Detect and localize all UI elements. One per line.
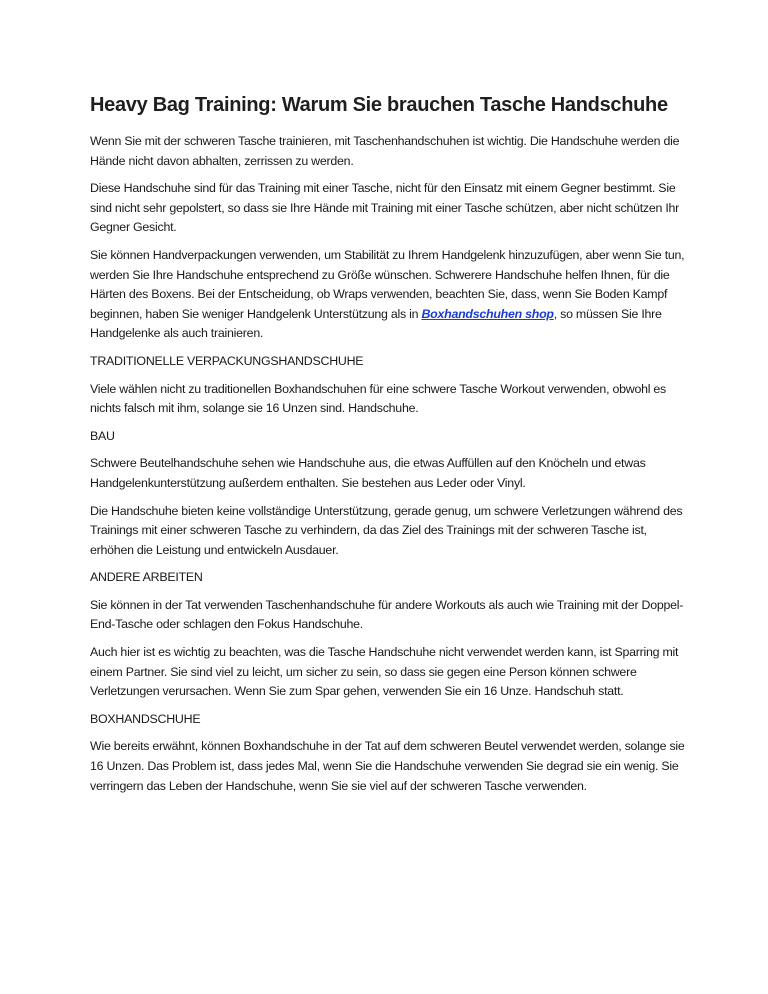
paragraph-support: Die Handschuhe bieten keine vollständige Unterstützung, gerade genug, um schwere Verletzungen während des Trainings mit einer schweren Tasche zu verhindern, da das Ziel des Trainings mit der schweren Tasche ist, erhöhen die Leistung und entwickeln Ausdauer. bbox=[90, 503, 683, 557]
boxhandschuhen-shop-link[interactable]: Boxhandschuhen shop bbox=[421, 306, 554, 321]
section-heading-boxing-gloves: BOXHANDSCHUHE bbox=[90, 711, 201, 726]
paragraph-construction: Schwere Beutelhandschuhe sehen wie Handschuhe aus, die etwas Auffüllen auf den Knöcheln und etwas Handgelenkunterstützung außerdem enthalten. Sie bestehen aus Leder oder Vinyl. bbox=[90, 456, 646, 490]
paragraph-hand-wraps-text-start: Sie können Handverpackungen verwenden, um Stabilität zu Ihrem Handgelenk hinzuzufügen, aber wenn Sie tun, werden Sie Ihre Handschuhe entsprechend zu Größe wünschen. Schwerere Handschuhe helfen Ihnen, für die Härten des Boxens. Bei der Entscheidung, ob Wraps verwenden, beachten Sie, dass, wenn Sie Boden Kampf beginnen, haben Sie weniger Handgelenk Unterstützung als in bbox=[90, 247, 685, 321]
paragraph-other-workouts: Sie können in der Tat verwenden Taschenhandschuhe für andere Workouts als auch wie Training mit der Doppel-End-Tasche oder schlagen den Fokus Handschuhe. bbox=[90, 597, 684, 632]
paragraph-purpose: Diese Handschuhe sind für das Training mit einer Tasche, nicht für den Einsatz mit einem Gegner bestimmt. Sie sind nicht sehr gepolstert, so dass sie Ihre Hände mit Training mit einer Tasche schützen, aber nicht schützen Ihr Gegner Gesicht. bbox=[90, 181, 680, 235]
document-body bbox=[90, 92, 688, 804]
paragraph-hand-wraps-text-end: , so müssen Sie Ihre Handgelenke als auch trainieren. bbox=[90, 306, 662, 341]
paragraph-boxing-gloves: Wie bereits erwähnt, können Boxhandschuhe in der Tat auf dem schweren Beutel verwendet werden, solange sie 16 Unzen. Das Problem ist, dass jedes Mal, wenn Sie die Handschuhe verwenden Sie degrad sie ein wenig. Sie verringern das Leben der Handschuhe, wenn Sie sie viel auf der schweren Tasche verwenden. bbox=[90, 739, 685, 793]
paragraph-intro: Wenn Sie mit der schweren Tasche trainieren, mit Taschenhandschuhen ist wichtig. Die Handschuhe werden die Hände nicht davon abhalten, zerrissen zu werden. bbox=[90, 134, 680, 168]
section-heading-other-work: ANDERE ARBEITEN bbox=[90, 570, 203, 585]
section-heading-traditional: TRADITIONELLE VERPACKUNGSHANDSCHUHE bbox=[90, 353, 364, 368]
document-title: Heavy Bag Training: Warum Sie brauchen Tasche Handschuhe bbox=[90, 94, 668, 116]
section-heading-bau: BAU bbox=[90, 428, 115, 443]
paragraph-sparring: Auch hier ist es wichtig zu beachten, was die Tasche Handschuhe nicht verwendet werden kann, ist Sparring mit einem Partner. Sie sind viel zu leicht, um sicher zu sein, so dass sie gegen eine Person können schwere Verletzungen verursachen. Wenn Sie zum Spar gehen, verwenden Sie ein 16 Unze. Handschuh statt. bbox=[90, 645, 679, 699]
paragraph-hand-wraps bbox=[90, 246, 688, 344]
paragraph-traditional: Viele wählen nicht zu traditionellen Boxhandschuhen für eine schwere Tasche Workout verwenden, obwohl es nichts falsch mit ihm, solange sie 16 Unzen sind. Handschuhe. bbox=[90, 381, 667, 416]
